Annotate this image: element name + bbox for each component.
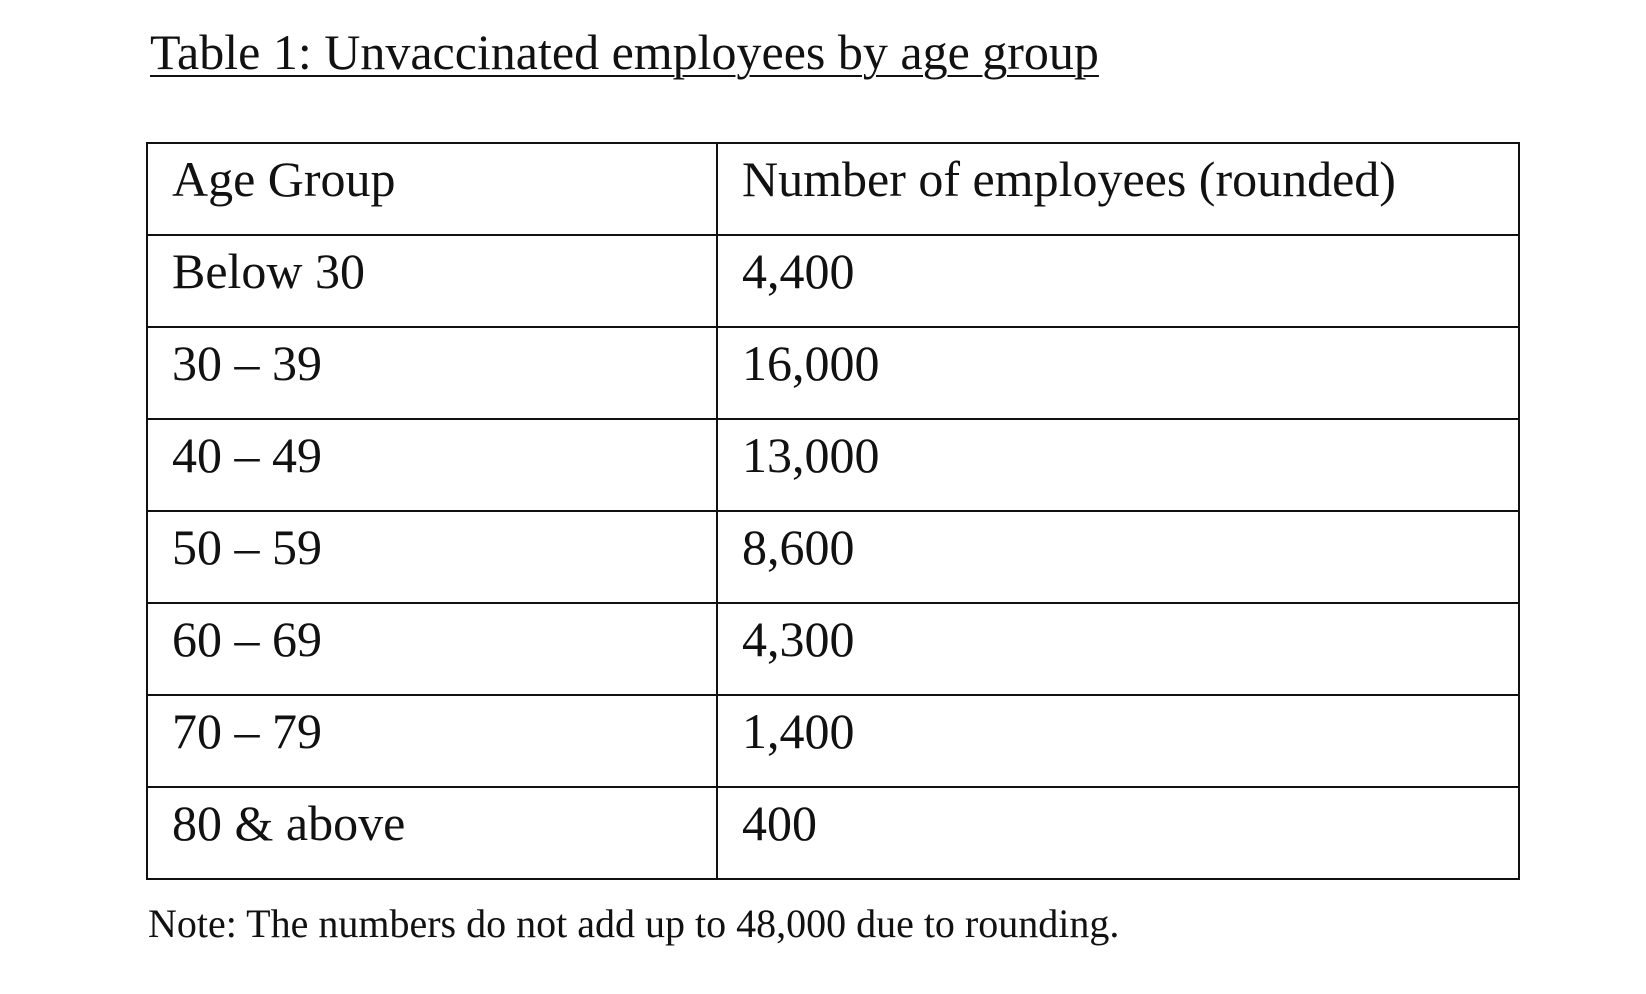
table-row [147,235,1519,327]
age-group-cell: 40 – 49 [147,419,717,511]
employee-count-cell: 16,000 [717,327,1519,419]
employee-count-cell: 13,000 [717,419,1519,511]
table-row [147,787,1519,879]
employee-count-cell: 4,300 [717,603,1519,695]
age-group-cell: 70 – 79 [147,695,717,787]
table-header-row [147,143,1519,235]
employee-count-cell: 4,400 [717,235,1519,327]
age-group-cell: 80 & above [147,787,717,879]
table-row [147,603,1519,695]
table-row [147,419,1519,511]
table-note: Note: The numbers do not add up to 48,000 due to rounding. [148,901,1120,946]
employee-count-cell: 1,400 [717,695,1519,787]
age-group-cell: 60 – 69 [147,603,717,695]
employee-count-cell: 8,600 [717,511,1519,603]
age-group-cell: Below 30 [147,235,717,327]
table-row [147,695,1519,787]
unvaccinated-table [146,142,1520,880]
age-group-cell: 30 – 39 [147,327,717,419]
header-cell-age-group: Age Group [147,143,717,235]
age-group-cell: 50 – 59 [147,511,717,603]
table-caption: Table 1: Unvaccinated employees by age group [150,24,1099,80]
table-row [147,327,1519,419]
employee-count-cell: 400 [717,787,1519,879]
header-cell-employees: Number of employees (rounded) [717,143,1519,235]
table-row [147,511,1519,603]
